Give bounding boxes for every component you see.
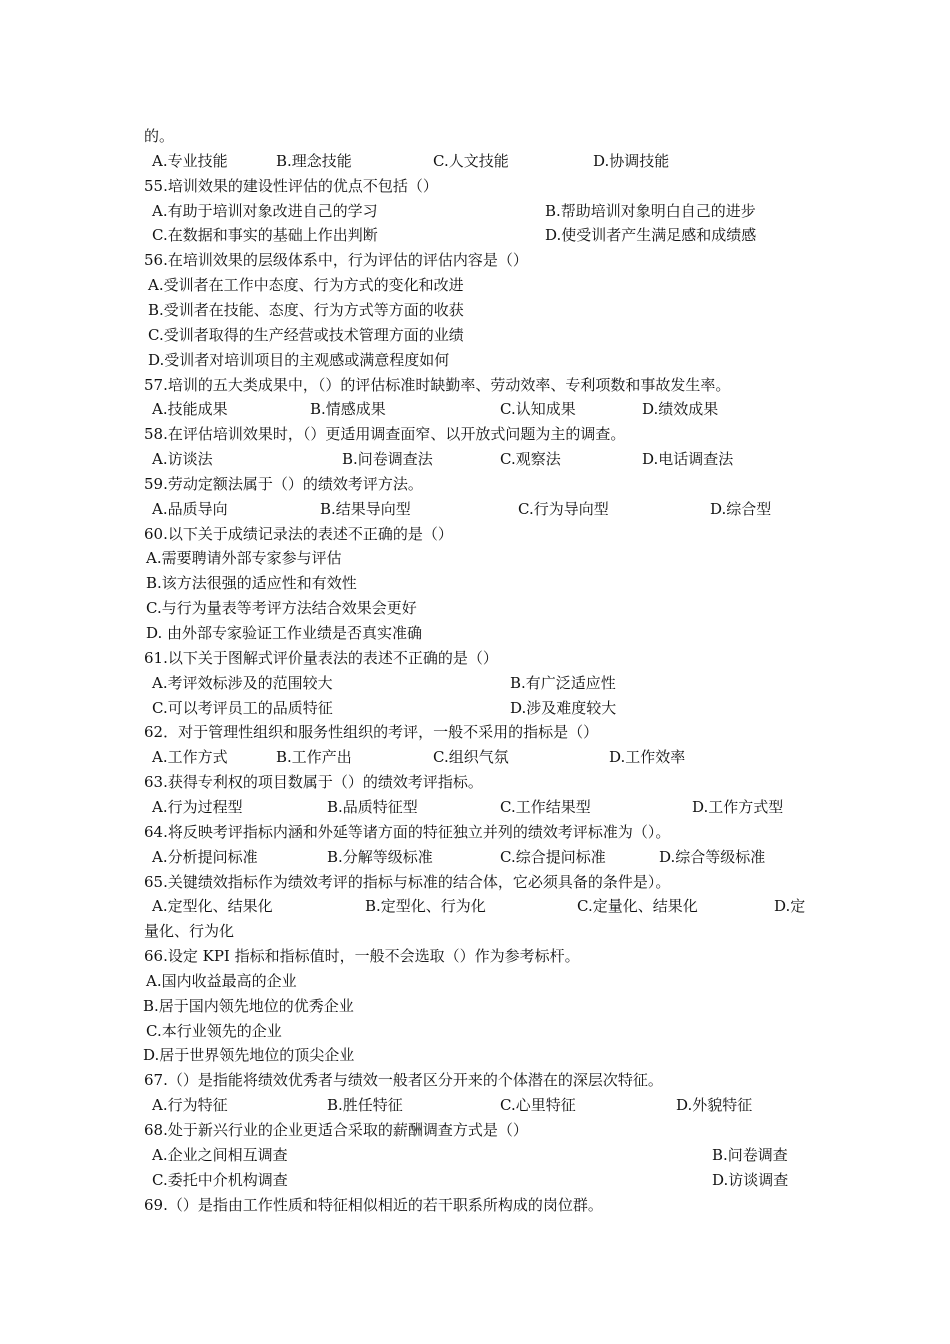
answer-option: D.使受训者产生满足感和成绩感 <box>545 226 757 245</box>
answer-option: B.问卷调查法 <box>342 450 433 469</box>
answer-option: B.有广泛适应性 <box>510 673 616 692</box>
answer-option: B.情感成果 <box>310 400 386 419</box>
answer-option: C.组织气氛 <box>433 748 509 767</box>
answer-option: D.综合等级标准 <box>659 847 766 866</box>
answer-option: C.行为导向型 <box>518 499 609 518</box>
text-line: 量化、行为化 <box>144 922 235 941</box>
answer-option: A.企业之间相互调查 <box>152 1145 288 1164</box>
text-line: B.受训者在技能、态度、行为方式等方面的收获 <box>148 300 464 319</box>
question-text: 55.培训效果的建设性评估的优点不包括（） <box>144 176 438 195</box>
answer-option: C.认知成果 <box>500 400 576 419</box>
answer-option: D.协调技能 <box>593 151 670 170</box>
answer-option: D.涉及难度较大 <box>510 698 617 717</box>
answer-option: B.工作产出 <box>276 748 352 767</box>
answer-option: B.结果导向型 <box>320 499 411 518</box>
answer-option: D.工作方式型 <box>692 797 784 816</box>
text-line: B.该方法很强的适应性和有效性 <box>146 574 357 593</box>
answer-option: A.定型化、结果化 <box>152 897 273 916</box>
question-text: 60.以下关于成绩记录法的表述不正确的是（） <box>144 524 453 543</box>
question-text: 61.以下关于图解式评价量表法的表述不正确的是（） <box>144 648 498 667</box>
text-line: A.受训者在工作中态度、行为方式的变化和改进 <box>148 276 464 295</box>
answer-option: A.行为特征 <box>152 1096 228 1115</box>
text-line: A.需要聘请外部专家参与评估 <box>146 549 342 568</box>
answer-option: C.委托中介机构调查 <box>152 1170 288 1189</box>
text-line: 的。 <box>144 127 175 145</box>
text-line: B.居于国内领先地位的优秀企业 <box>143 996 354 1015</box>
question-text: 64.将反映考评指标内涵和外延等诸方面的特征独立并列的绩效考评标准为（）。 <box>144 822 671 841</box>
answer-option: D.综合型 <box>710 499 772 518</box>
text-line: C.受训者取得的生产经营或技术管理方面的业绩 <box>148 325 464 344</box>
answer-option: B.定型化、行为化 <box>365 897 486 916</box>
answer-option: B.胜任特征 <box>327 1096 403 1115</box>
answer-option: D.定 <box>774 897 806 916</box>
text-line: D.受训者对培训项目的主观感或满意程度如何 <box>148 350 450 369</box>
text-line: C.本行业领先的企业 <box>146 1021 282 1040</box>
answer-option: B.理念技能 <box>276 151 352 170</box>
question-text: 69.（）是指由工作性质和特征相似相近的若干职系所构成的岗位群。 <box>144 1195 603 1214</box>
answer-option: A.考评效标涉及的范围较大 <box>152 673 333 692</box>
question-text: 68.处于新兴行业的企业更适合采取的薪酬调查方式是（） <box>144 1121 528 1139</box>
answer-option: C.在数据和事实的基础上作出判断 <box>152 226 378 245</box>
answer-option: D.电话调查法 <box>642 450 734 469</box>
question-text: 59.劳动定额法属于（）的绩效考评方法。 <box>144 474 423 493</box>
answer-option: A.技能成果 <box>152 400 228 419</box>
answer-option: C.定量化、结果化 <box>577 897 698 916</box>
answer-option: B.分解等级标准 <box>327 847 433 866</box>
text-line: A.国内收益最高的企业 <box>146 971 297 990</box>
question-text: 63.获得专利权的项目数属于（）的绩效考评指标。 <box>144 773 483 792</box>
text-line: C.与行为量表等考评方法结合效果会更好 <box>146 599 417 618</box>
answer-option: C.观察法 <box>500 450 561 469</box>
answer-option: D.外貌特征 <box>676 1096 753 1115</box>
answer-option: C.可以考评员工的品质特征 <box>152 698 333 717</box>
answer-option: A.有助于培训对象改进自己的学习 <box>152 201 378 220</box>
answer-option: C.人文技能 <box>433 151 509 170</box>
question-text: 58.在评估培训效果时，（）更适用调查面窄、以开放式问题为主的调查。 <box>144 425 626 444</box>
answer-option: B.帮助培训对象明白自己的进步 <box>545 201 756 220</box>
answer-option: C.综合提问标准 <box>500 847 606 866</box>
question-text: 67.（）是指能将绩效优秀者与绩效一般者区分开来的个体潜在的深层次特征。 <box>144 1071 663 1090</box>
question-text: 66.设定 KPI 指标和指标值时，一般不会选取（）作为参考标杆。 <box>144 947 580 966</box>
question-text: 65.关键绩效指标作为绩效考评的指标与标准的结合体，它必须具备的条件是）。 <box>144 872 671 891</box>
answer-option: A.品质导向 <box>152 499 228 518</box>
answer-option: A.专业技能 <box>152 151 228 170</box>
answer-option: C.心里特征 <box>500 1096 576 1115</box>
answer-option: A.工作方式 <box>152 748 228 767</box>
question-text: 56.在培训效果的层级体系中，行为评估的评估内容是（） <box>144 251 528 270</box>
answer-option: A.分析提问标准 <box>152 847 258 866</box>
answer-option: D.访谈调查 <box>712 1170 789 1189</box>
question-text: 57.培训的五大类成果中，（）的评估标准时缺勤率、劳动效率、专利项数和事故发生率。 <box>144 375 731 394</box>
text-line: D.居于世界领先地位的顶尖企业 <box>143 1046 355 1065</box>
answer-option: A.行为过程型 <box>152 797 243 816</box>
text-line: D. 由外部专家验证工作业绩是否真实准确 <box>146 624 423 642</box>
question-text: 62．对于管理性组织和服务性组织的考评，一般不采用的指标是（） <box>144 723 599 742</box>
answer-option: D.绩效成果 <box>642 400 719 419</box>
answer-option: D.工作效率 <box>609 748 686 767</box>
answer-option: B.问卷调查 <box>712 1145 788 1164</box>
answer-option: C.工作结果型 <box>500 797 591 816</box>
answer-option: A.访谈法 <box>152 450 213 469</box>
answer-option: B.品质特征型 <box>327 797 418 816</box>
